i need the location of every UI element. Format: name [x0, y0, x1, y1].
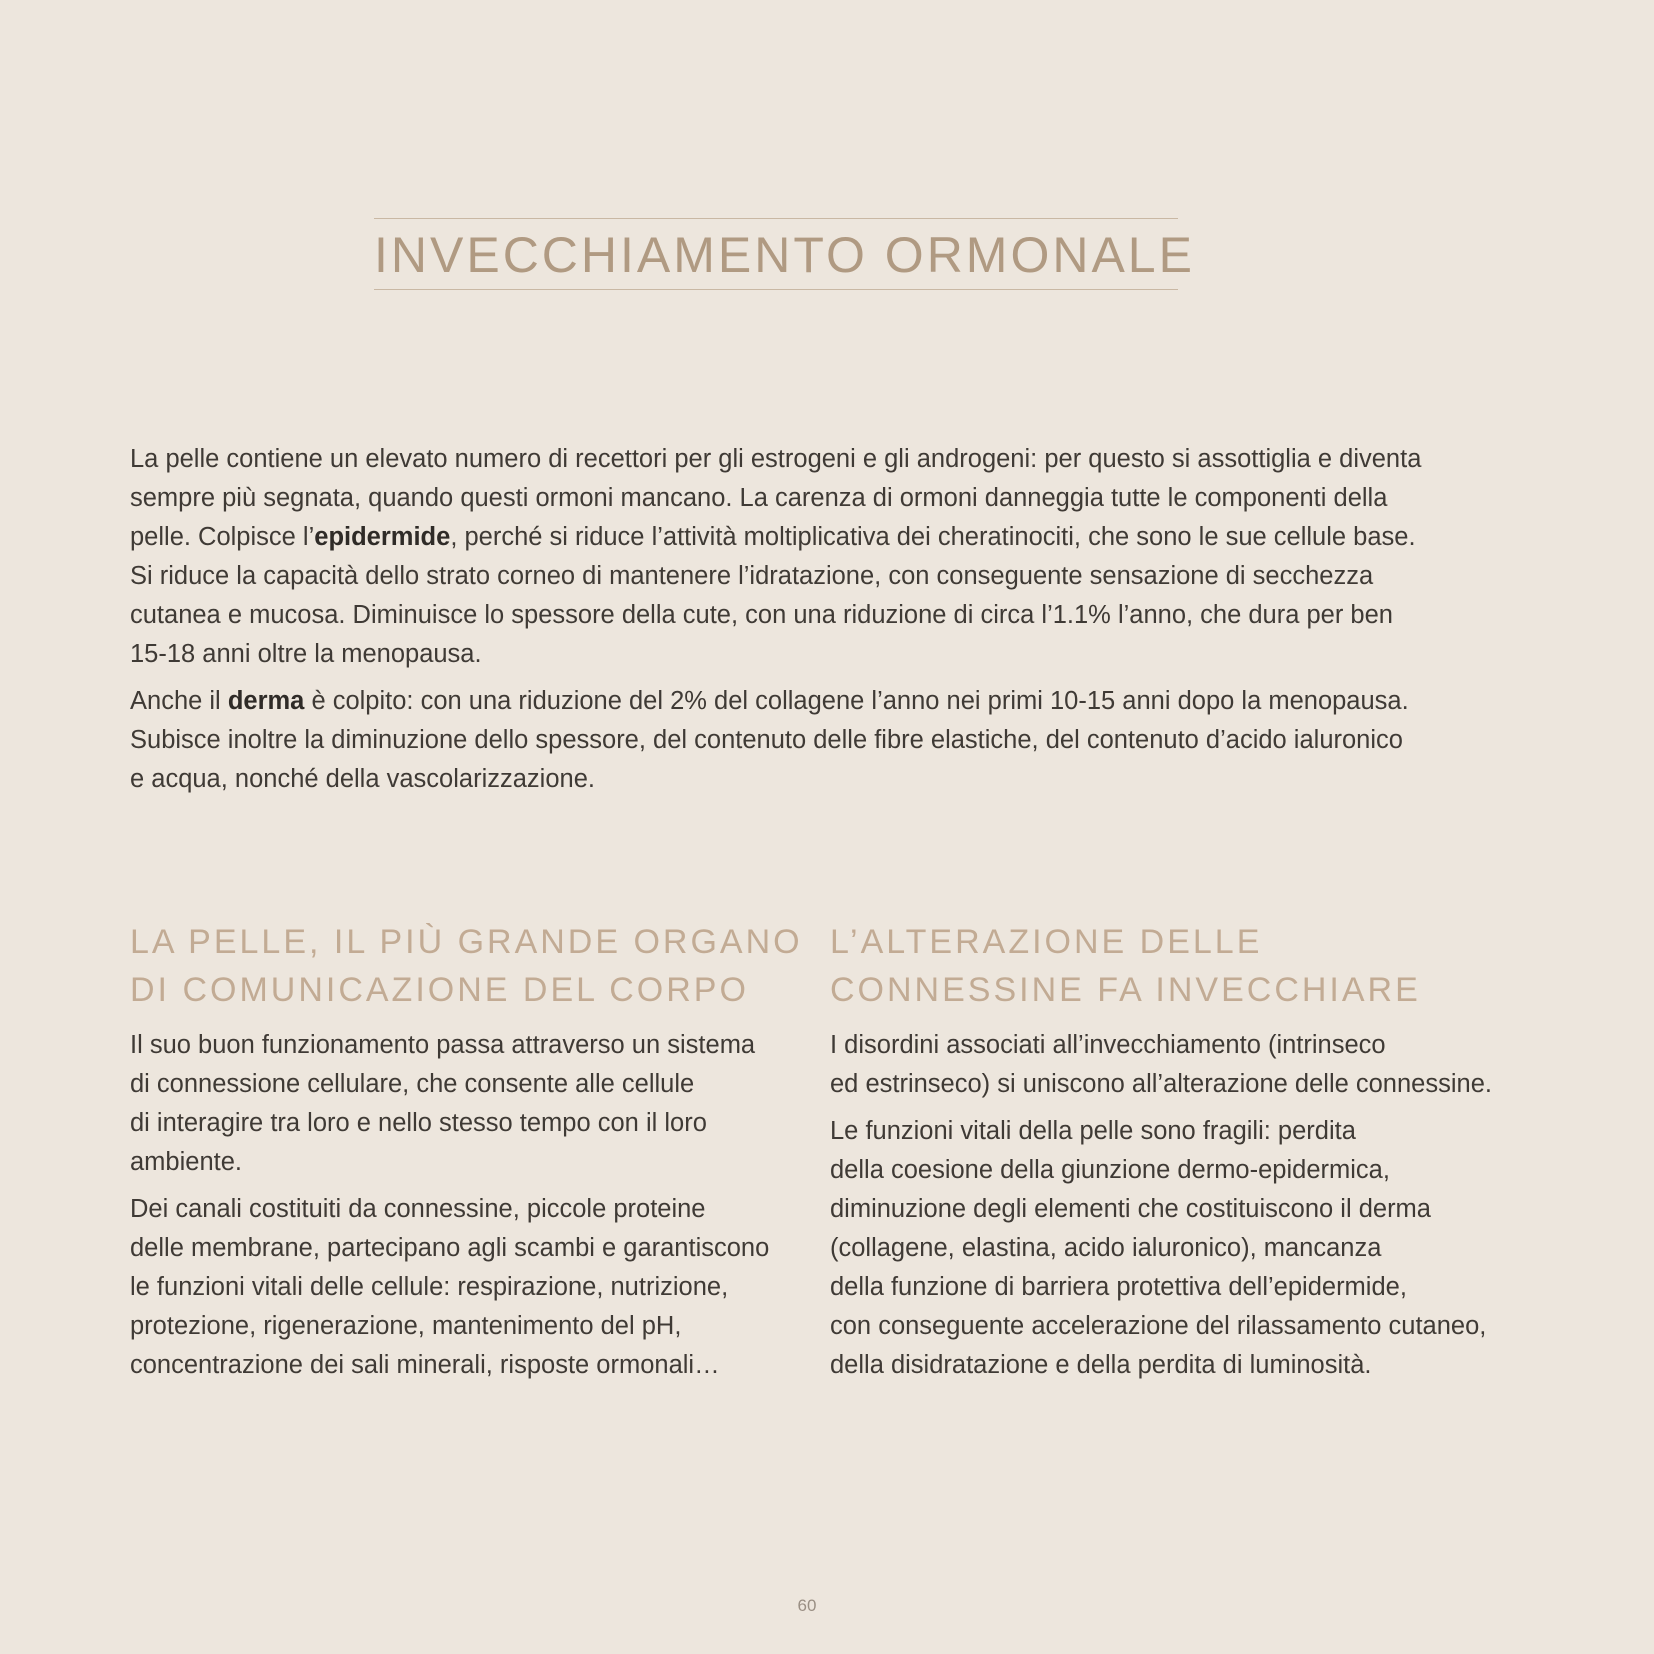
right-p2-line-3: diminuzione degli elementi che costituiscono il derma — [830, 1195, 1431, 1223]
intro-p2-line-1 — [130, 682, 1530, 721]
right-column — [830, 918, 1530, 1393]
left-p2-line-5: concentrazione dei sali minerali, risposte ormonali… — [130, 1351, 720, 1379]
right-p1-line-2: ed estrinseco) si uniscono all’alterazione delle connessine. — [830, 1070, 1492, 1098]
intro-p1-line-3 — [130, 518, 1530, 557]
left-column-heading — [130, 918, 803, 1014]
page-number: 60 — [797, 1596, 817, 1615]
left-paragraph-2 — [130, 1190, 800, 1385]
intro-p1-line-2: sempre più segnata, quando questi ormoni mancano. La carenza di ormoni danneggia tutte le componenti della — [130, 484, 1388, 512]
left-p2-line-3: le funzioni vitali delle cellule: respirazione, nutrizione, — [130, 1273, 729, 1301]
intro-p1-line-3-post: , perché si riduce l’attività moltiplicativa dei cheratinociti, che sono le sue cellule base. — [450, 523, 1416, 551]
right-column-heading — [830, 918, 1530, 1014]
left-p1-line-1: Il suo buon funzionamento passa attraverso un sistema — [130, 1031, 756, 1059]
intro-paragraph-1 — [130, 440, 1530, 674]
right-p2-line-1: Le funzioni vitali della pelle sono fragili: perdita — [830, 1117, 1356, 1145]
page-title: INVECCHIAMENTO ORMONALE — [374, 227, 1195, 283]
right-p2-line-2: della coesione della giunzione dermo-epidermica, — [830, 1156, 1390, 1184]
left-column — [130, 918, 803, 1393]
left-paragraph-1 — [130, 1026, 800, 1182]
left-p1-line-4: ambiente. — [130, 1148, 242, 1176]
intro-p1-line-5: cutanea e mucosa. Diminuisce lo spessore della cute, con una riduzione di circa l’1.1% l’anno, che dura per ben — [130, 601, 1393, 629]
left-p2-line-2: delle membrane, partecipano agli scambi e garantiscono — [130, 1234, 770, 1262]
intro-paragraph-2 — [130, 682, 1530, 799]
left-p2-line-1: Dei canali costituiti da connessine, piccole proteine — [130, 1195, 706, 1223]
intro-p2-line-3: e acqua, nonché della vascolarizzazione. — [130, 765, 595, 793]
term-derma: derma — [227, 687, 305, 715]
intro-p1-line-6: 15-18 anni oltre la menopausa. — [130, 640, 482, 668]
title-block — [374, 218, 1195, 290]
left-p2-line-4: protezione, rigenerazione, mantenimento del pH, — [130, 1312, 682, 1340]
right-p2-line-6: con conseguente accelerazione del rilassamento cutaneo, — [830, 1312, 1487, 1340]
intro-p2-line-1-post: è colpito: con una riduzione del 2% del collagene l’anno nei primi 10-15 anni dopo la menopausa. — [304, 687, 1409, 715]
right-p2-line-7: della disidratazione e della perdita di luminosità. — [830, 1351, 1372, 1379]
right-paragraph-2 — [830, 1112, 1530, 1385]
intro-p1-line-1: La pelle contiene un elevato numero di recettori per gli estrogeni e gli androgeni: per questo si assottiglia e diventa — [130, 445, 1422, 473]
left-p1-line-2: di connessione cellulare, che consente alle cellule — [130, 1070, 695, 1098]
intro-section — [130, 440, 1530, 807]
right-paragraph-1 — [830, 1026, 1530, 1104]
right-heading-line-1: L’ALTERAZIONE DELLE — [830, 923, 1263, 961]
right-p2-line-5: della funzione di barriera protettiva dell’epidermide, — [830, 1273, 1407, 1301]
intro-p1-line-3-pre: pelle. Colpisce l’ — [130, 523, 315, 551]
intro-p2-line-2: Subisce inoltre la diminuzione dello spessore, del contenuto delle fibre elastiche, del contenuto d’acido ialuronico — [130, 726, 1403, 754]
term-epidermide: epidermide — [314, 523, 451, 551]
right-heading-line-2: CONNESSINE FA INVECCHIARE — [830, 971, 1421, 1009]
left-p1-line-3: di interagire tra loro e nello stesso tempo con il loro — [130, 1109, 707, 1137]
intro-p1-line-4: Si riduce la capacità dello strato corneo di mantenere l’idratazione, con conseguente sensazione di secchezza — [130, 562, 1374, 590]
left-heading-line-2: DI COMUNICAZIONE DEL CORPO — [130, 971, 749, 1009]
intro-p2-line-1-pre: Anche il — [130, 687, 228, 715]
right-p1-line-1: I disordini associati all’invecchiamento (intrinseco — [830, 1031, 1386, 1059]
right-p2-line-4: (collagene, elastina, acido ialuronico), mancanza — [830, 1234, 1382, 1262]
left-heading-line-1: LA PELLE, IL PIÙ GRANDE ORGANO — [130, 923, 803, 961]
